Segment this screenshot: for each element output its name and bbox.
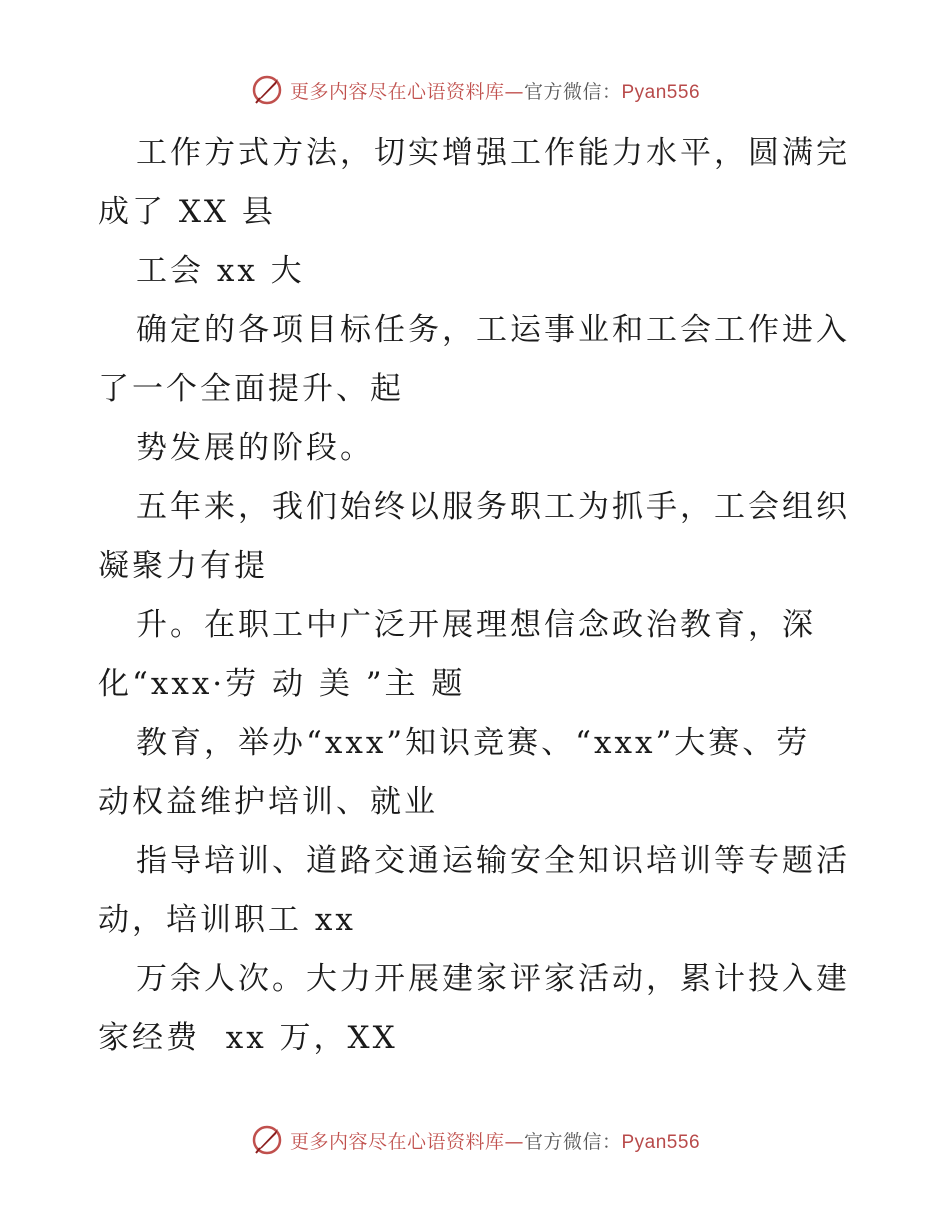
watermark-main-text: 更多内容尽在心语资料库 [289,1130,505,1153]
text-line: 家经费 xx 万，XX [98,1020,398,1056]
quill-logo-icon [250,73,284,107]
watermark-wechat-id: Pyan556 [621,1131,701,1153]
footer-watermark [0,1120,950,1160]
text-line: 成了 XX 县 [98,194,276,230]
text-line: 动，培训职工 xx [98,902,356,938]
document-body [98,124,858,1068]
text-line: 五年来，我们始终以服务职工为抓手，工会组织 [136,489,850,525]
text-line: 确定的各项目标任务，工运事业和工会工作进入 [136,312,850,348]
header-watermark [0,70,950,110]
text-line: 指导培训、道路交通运输安全知识培训等专题活 [136,843,850,879]
text-line: 动权益维护培训、就业 [98,784,438,820]
text-line: 万余人次。大力开展建家评家活动，累计投入建 [136,961,850,997]
text-line: 势发展的阶段。 [136,430,374,466]
watermark-main-text: 更多内容尽在心语资料库 [289,80,505,103]
watermark-separator: — [504,80,524,103]
text-line: 了一个全面提升、起 [98,371,404,407]
watermark-wechat-label: 官方微信： [523,80,622,103]
text-line: 教育，举办“xxx”知识竞赛、“xxx”大赛、劳 [136,725,811,761]
watermark-wechat-label: 官方微信： [523,1130,622,1153]
watermark-separator: — [504,1130,524,1153]
quill-logo-icon [250,1123,284,1157]
text-line: 工会 xx 大 [136,253,305,289]
text-line: 工作方式方法，切实增强工作能力水平，圆满完 [136,135,850,171]
text-line: 化“xxx·劳 动 美 ”主 题 [98,666,466,702]
watermark-wechat-id: Pyan556 [621,81,701,103]
text-line: 凝聚力有提 [98,548,268,584]
text-line: 升。在职工中广泛开展理想信念政治教育，深 [136,607,816,643]
